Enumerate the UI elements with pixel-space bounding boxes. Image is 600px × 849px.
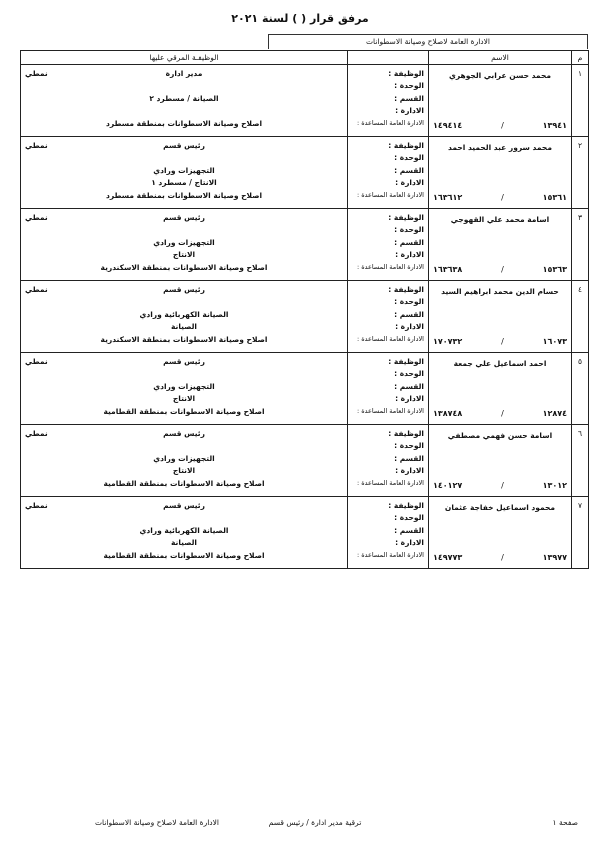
table-row [21,65,589,137]
employee-id: ١٤٩٤١٤ [433,121,463,130]
labels-cell [348,65,429,137]
job-admin: الانتاج [172,466,196,475]
labels-cell [348,425,429,497]
employee-name: حسام الدين محمد ابراهيم السيد [441,287,559,296]
employee-id: ١٦٣٦١٢ [433,193,463,202]
label-section: القسم : [394,166,424,175]
table-row [21,281,589,353]
label-job: الوظيفة : [388,213,424,222]
page-footer [0,818,600,832]
employee-codes: ١٦٣٦٣٨ / ١٥٣٦٣ [433,265,567,274]
label-section: القسم : [394,526,424,535]
employee-codes: ١٣٨٧٤٨ / ١٢٨٧٤ [433,409,567,418]
label-admin: الادارة : [395,250,424,259]
table-row [21,497,589,569]
job-cell [21,137,348,209]
job-title: رئيس قسم [163,429,205,438]
label-admin: الادارة : [395,538,424,547]
labels-cell [348,281,429,353]
employee-code: ١٥٣٦٣ [542,265,567,274]
column-header-name: الاسم [429,51,572,65]
label-section: القسم : [394,94,424,103]
job-title: رئيس قسم [163,357,205,366]
footer-org: الادارة العامة لاصلاح وصيانة الاسطوانات [95,818,219,827]
job-admin: الصيانة [170,322,198,331]
table-row [21,137,589,209]
job-cell [21,281,348,353]
label-unit: الوحدة : [394,153,424,162]
job-admin: الانتاج [172,250,196,259]
label-section: القسم : [394,310,424,319]
page-number: صفحة ١ [552,818,578,827]
column-header-labels [348,51,429,65]
label-job: الوظيفة : [388,429,424,438]
label-job: الوظيفة : [388,357,424,366]
column-header-job: الوظيفـة المرقي عليها [21,51,348,65]
name-cell [429,209,572,281]
job-section: الصيانة الكهربائية ورادي [139,310,229,319]
name-cell [429,137,572,209]
employee-id: ١٤٠١٢٧ [433,481,463,490]
labels-cell [348,137,429,209]
job-cell [21,425,348,497]
row-number: ٦ [572,425,589,497]
job-section: التجهيزات ورادي [153,238,215,247]
job-general: اصلاح وصيانة الاسطوانات بمنطقة مسطرد [105,119,263,128]
label-job: الوظيفة : [388,141,424,150]
document-title: مرفق قرار ( ) لسنة ٢٠٢١ [231,12,369,25]
row-number: ٥ [572,353,589,425]
job-section: الصيانة / مسطرد ٢ [149,94,219,103]
row-number: ١ [572,65,589,137]
employee-name: محمد سرور عبد الحميد احمد [448,143,552,152]
job-general: اصلاح وصيانة الاسطوانات بمنطقة الاسكندرية [100,263,268,272]
promotion-type: نمطي [25,285,48,294]
employee-code: ١٢٨٧٤ [542,409,567,418]
column-header-num: م [572,51,589,65]
labels-cell [348,497,429,569]
label-section: القسم : [394,454,424,463]
employee-codes: ١٤٩٧٧٣ / ١٣٩٧٧ [433,553,567,562]
label-general: الادارة العامة المساعدة : [356,479,424,487]
employee-id: ١٤٩٧٧٣ [433,553,463,562]
table-row [21,209,589,281]
job-general: اصلاح وصيانة الاسطوانات بمنطقة القطامية [103,479,265,488]
employee-code: ١٣٩٧٧ [542,553,567,562]
job-general: اصلاح وصيانة الاسطوانات بمنطقة الاسكندرية [100,335,268,344]
label-general: الادارة العامة المساعدة : [356,407,424,415]
label-job: الوظيفة : [388,501,424,510]
label-unit: الوحدة : [394,513,424,522]
job-title: رئيس قسم [163,141,205,150]
document-subtitle: الادارة العامة لاصلاح وصيانة الاسطوانات [268,34,588,49]
employee-code: ١٣٩٤١ [542,121,567,130]
name-cell [429,281,572,353]
label-job: الوظيفة : [388,69,424,78]
job-title: رئيس قسم [163,213,205,222]
employee-name: اسامة محمد علي القهوجي [450,215,550,224]
job-section: الصيانة الكهربائية ورادي [139,526,229,535]
job-admin: الصيانة [170,538,198,547]
label-admin: الادارة : [395,106,424,115]
job-title: رئيس قسم [163,501,205,510]
employee-code: ١٥٣٦١ [542,193,567,202]
labels-cell [348,209,429,281]
row-number: ٤ [572,281,589,353]
label-general: الادارة العامة المساعدة : [356,335,424,343]
row-number: ٣ [572,209,589,281]
label-unit: الوحدة : [394,81,424,90]
employee-id: ١٦٣٦٣٨ [433,265,463,274]
job-title: رئيس قسم [163,285,205,294]
job-cell [21,497,348,569]
employee-codes: ١٤٩٤١٤ / ١٣٩٤١ [433,121,567,130]
label-general: الادارة العامة المساعدة : [356,263,424,271]
employee-code: ١٣٠١٢ [542,481,567,490]
job-general: اصلاح وصيانة الاسطوانات بمنطقة القطامية [103,407,265,416]
employee-name: احمد اسماعيل علي جمعة [453,359,547,368]
label-admin: الادارة : [395,178,424,187]
promotion-type: نمطي [25,429,48,438]
job-title: مدير ادارة [165,69,203,78]
label-admin: الادارة : [395,466,424,475]
employee-name: محمود اسماعيل خفاجة عثمان [444,503,556,512]
promotion-type: نمطي [25,213,48,222]
label-general: الادارة العامة المساعدة : [356,191,424,199]
job-general: اصلاح وصيانة الاسطوانات بمنطقة القطامية [103,551,265,560]
job-cell [21,209,348,281]
label-admin: الادارة : [395,322,424,331]
label-general: الادارة العامة المساعدة : [356,119,424,127]
row-number: ٢ [572,137,589,209]
label-section: القسم : [394,238,424,247]
job-general: اصلاح وصيانة الاسطوانات بمنطقة مسطرد [105,191,263,200]
employee-id: ١٧٠٧٣٢ [433,337,463,346]
label-admin: الادارة : [395,394,424,403]
job-admin: الانتاج / مسطرد ١ [151,178,217,187]
label-job: الوظيفة : [388,285,424,294]
name-cell [429,425,572,497]
table-row [21,425,589,497]
table-header-row [21,51,589,65]
job-cell [21,65,348,137]
footer-promotion: ترقية مدير ادارة / رئيس قسم [268,818,362,827]
name-cell [429,353,572,425]
employee-codes: ١٤٠١٢٧ / ١٣٠١٢ [433,481,567,490]
promotion-table [20,50,589,569]
employee-codes: ١٧٠٧٣٢ / ١٦٠٧٣ [433,337,567,346]
name-cell [429,497,572,569]
promotion-type: نمطي [25,501,48,510]
job-cell [21,353,348,425]
label-unit: الوحدة : [394,297,424,306]
job-admin: الانتاج [172,394,196,403]
employee-code: ١٦٠٧٣ [542,337,567,346]
employee-name: اسامة حسن فهمي مصطفي [447,431,553,440]
employee-codes: ١٦٣٦١٢ / ١٥٣٦١ [433,193,567,202]
label-unit: الوحدة : [394,441,424,450]
label-unit: الوحدة : [394,225,424,234]
table-row [21,353,589,425]
job-section: التجهيزات ورادي [153,454,215,463]
promotion-type: نمطي [25,141,48,150]
employee-id: ١٣٨٧٤٨ [433,409,463,418]
label-section: القسم : [394,382,424,391]
labels-cell [348,353,429,425]
promotion-type: نمطي [25,69,48,78]
job-section: التجهيزات ورادي [153,382,215,391]
name-cell [429,65,572,137]
label-general: الادارة العامة المساعدة : [356,551,424,559]
employee-name: محمد حسن عرابي الجوهري [448,71,552,80]
label-unit: الوحدة : [394,369,424,378]
row-number: ٧ [572,497,589,569]
promotion-type: نمطي [25,357,48,366]
job-section: التجهيزات ورادي [153,166,215,175]
